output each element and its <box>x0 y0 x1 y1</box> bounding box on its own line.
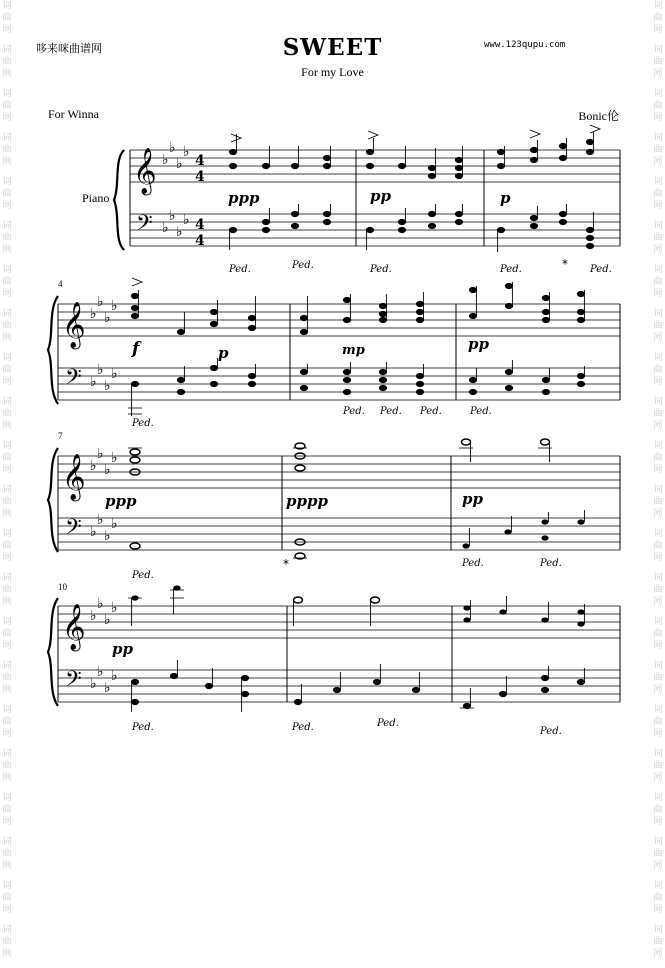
treble-clef-icon: 𝄞 <box>62 454 86 500</box>
watermark-left: 词 曲 网 词 曲 网 词 曲 网 词 曲 网 词 曲 网 词 曲 网 词 曲 网 词 曲 网 词 曲 网 词 曲 网 词 曲 网 词 曲 网 词 曲 网 词 曲 网 词 曲 网 词 曲 网 词 曲 网 词 曲 网 词 曲 网 词 曲 网 词 曲 网 词 曲 网 <box>2 1 12 959</box>
svg-text:♭: ♭ <box>111 600 118 616</box>
pedal-mark: Ped. <box>343 406 365 417</box>
treble-clef-icon: 𝄞 <box>62 302 86 348</box>
bass-clef-icon: 𝄢 <box>136 211 153 241</box>
song-title: SWEET <box>282 34 383 61</box>
pedal-mark: Ped. <box>132 722 154 733</box>
bass-clef-icon: 𝄢 <box>65 515 82 545</box>
svg-text:♭: ♭ <box>111 516 118 532</box>
composer: Bonic伦 <box>578 109 619 123</box>
pedal-mark: Ped. <box>292 260 314 271</box>
pedal-mark: Ped. <box>590 264 612 275</box>
dynamic-m7: ppp <box>105 492 137 510</box>
pedal-mark: Ped. <box>540 558 562 569</box>
pedal-mark: Ped. <box>540 726 562 737</box>
system-3 <box>48 439 620 581</box>
system-4 <box>48 585 620 737</box>
treble-staff <box>58 606 620 638</box>
key-signature <box>162 140 190 240</box>
measure-number-7: 7 <box>58 431 63 441</box>
notes-m1-3-bass <box>229 204 593 252</box>
measure-number-10: 10 <box>58 582 67 592</box>
svg-text:4: 4 <box>195 169 205 185</box>
pedal-release-mark: * <box>283 557 289 571</box>
pedal-mark: Ped. <box>380 406 402 417</box>
dedication: For Winna <box>48 107 99 121</box>
bass-clef-icon: 𝄢 <box>65 365 82 395</box>
time-signature <box>195 153 205 249</box>
svg-text:4: 4 <box>195 233 205 249</box>
accent-mark <box>530 130 540 138</box>
svg-text:♭: ♭ <box>169 208 176 224</box>
svg-text:♭: ♭ <box>104 462 111 478</box>
svg-text:♭: ♭ <box>162 220 169 236</box>
notes-m7-9-treble <box>128 439 552 475</box>
bass-staff <box>58 368 620 400</box>
pedal-mark: Ped. <box>132 418 154 429</box>
dynamic-m1: ppp <box>228 189 260 207</box>
svg-text:♭: ♭ <box>90 524 97 540</box>
dynamic-m4-f: f <box>132 339 140 359</box>
pedal-mark: Ped. <box>500 264 522 275</box>
system-2 <box>48 278 620 429</box>
dynamic-m10: pp <box>112 640 133 658</box>
svg-text:♭: ♭ <box>183 144 190 160</box>
dynamic-m8: pppp <box>286 492 328 510</box>
svg-text:♭: ♭ <box>97 596 104 612</box>
svg-text:♭: ♭ <box>90 608 97 624</box>
barlines <box>58 304 620 400</box>
accent-mark <box>132 278 142 286</box>
bass-staff <box>58 670 620 702</box>
instrument-label: Piano <box>82 191 110 205</box>
svg-text:♭: ♭ <box>176 224 183 240</box>
svg-text:♭: ♭ <box>104 680 111 696</box>
svg-text:♭: ♭ <box>104 528 111 544</box>
notes-m4-6-treble <box>131 282 584 335</box>
grand-staff-brace <box>48 598 58 706</box>
svg-text:♭: ♭ <box>90 458 97 474</box>
svg-text:4: 4 <box>195 153 205 169</box>
svg-text:♭: ♭ <box>104 310 111 326</box>
svg-text:♭: ♭ <box>111 298 118 314</box>
svg-text:♭: ♭ <box>97 446 104 462</box>
treble-staff <box>58 456 620 488</box>
svg-text:♭: ♭ <box>97 512 104 528</box>
pedal-release-mark: * <box>562 257 568 271</box>
system-1 <box>114 125 620 275</box>
site-url: www.123qupu.com <box>484 40 566 50</box>
svg-text:♭: ♭ <box>97 664 104 680</box>
dynamic-m4-p: p <box>218 344 229 362</box>
grand-staff-brace <box>48 296 58 404</box>
svg-text:♭: ♭ <box>104 378 111 394</box>
watermark-right: 词 曲 网 词 曲 网 词 曲 网 词 曲 网 词 曲 网 词 曲 网 词 曲 网 词 曲 网 词 曲 网 词 曲 网 词 曲 网 词 曲 网 词 曲 网 词 曲 网 词 曲 网 词 曲 网 词 曲 网 词 曲 网 词 曲 网 词 曲 网 词 曲 网 词 曲 网 <box>653 1 663 959</box>
svg-text:♭: ♭ <box>97 362 104 378</box>
svg-text:♭: ♭ <box>97 294 104 310</box>
pedal-mark: Ped. <box>377 718 399 729</box>
pedal-mark: Ped. <box>370 264 392 275</box>
accent-mark <box>590 125 600 133</box>
pedal-mark: Ped. <box>292 722 314 733</box>
pedal-mark: Ped. <box>132 570 154 581</box>
grand-staff-brace <box>114 150 124 250</box>
measure-number-4: 4 <box>58 279 63 289</box>
accent-mark <box>368 131 378 139</box>
key-signature <box>90 294 118 394</box>
bass-staff <box>58 518 620 550</box>
dynamic-m6: pp <box>468 335 489 353</box>
svg-text:♭: ♭ <box>111 668 118 684</box>
notes-m7-9-bass <box>130 510 585 559</box>
dynamic-m5: mp <box>342 343 365 358</box>
treble-clef-icon: 𝄞 <box>133 148 157 194</box>
barlines <box>58 456 620 550</box>
treble-clef-icon: 𝄞 <box>62 604 86 650</box>
site-name: 哆来咪曲谱网 <box>36 42 102 55</box>
song-subtitle: For my Love <box>301 65 364 79</box>
pedal-mark: Ped. <box>420 406 442 417</box>
grand-staff-brace <box>48 448 58 552</box>
svg-text:♭: ♭ <box>104 612 111 628</box>
pedal-mark: Ped. <box>470 406 492 417</box>
svg-text:♭: ♭ <box>176 156 183 172</box>
dynamic-m9: pp <box>462 490 483 508</box>
pedal-mark: Ped. <box>229 264 251 275</box>
svg-text:♭: ♭ <box>183 212 190 228</box>
svg-text:4: 4 <box>195 217 205 233</box>
pedal-mark: Ped. <box>462 558 484 569</box>
dynamic-m2: pp <box>370 187 391 205</box>
svg-text:♭: ♭ <box>90 306 97 322</box>
notes-m1-treble <box>229 134 330 169</box>
dynamic-m3: p <box>500 189 511 207</box>
svg-text:♭: ♭ <box>90 374 97 390</box>
treble-staff <box>58 304 620 336</box>
bass-clef-icon: 𝄢 <box>65 667 82 697</box>
svg-text:♭: ♭ <box>111 366 118 382</box>
svg-text:♭: ♭ <box>169 140 176 156</box>
svg-text:♭: ♭ <box>90 676 97 692</box>
svg-text:♭: ♭ <box>162 152 169 168</box>
svg-text:♭: ♭ <box>111 450 118 466</box>
